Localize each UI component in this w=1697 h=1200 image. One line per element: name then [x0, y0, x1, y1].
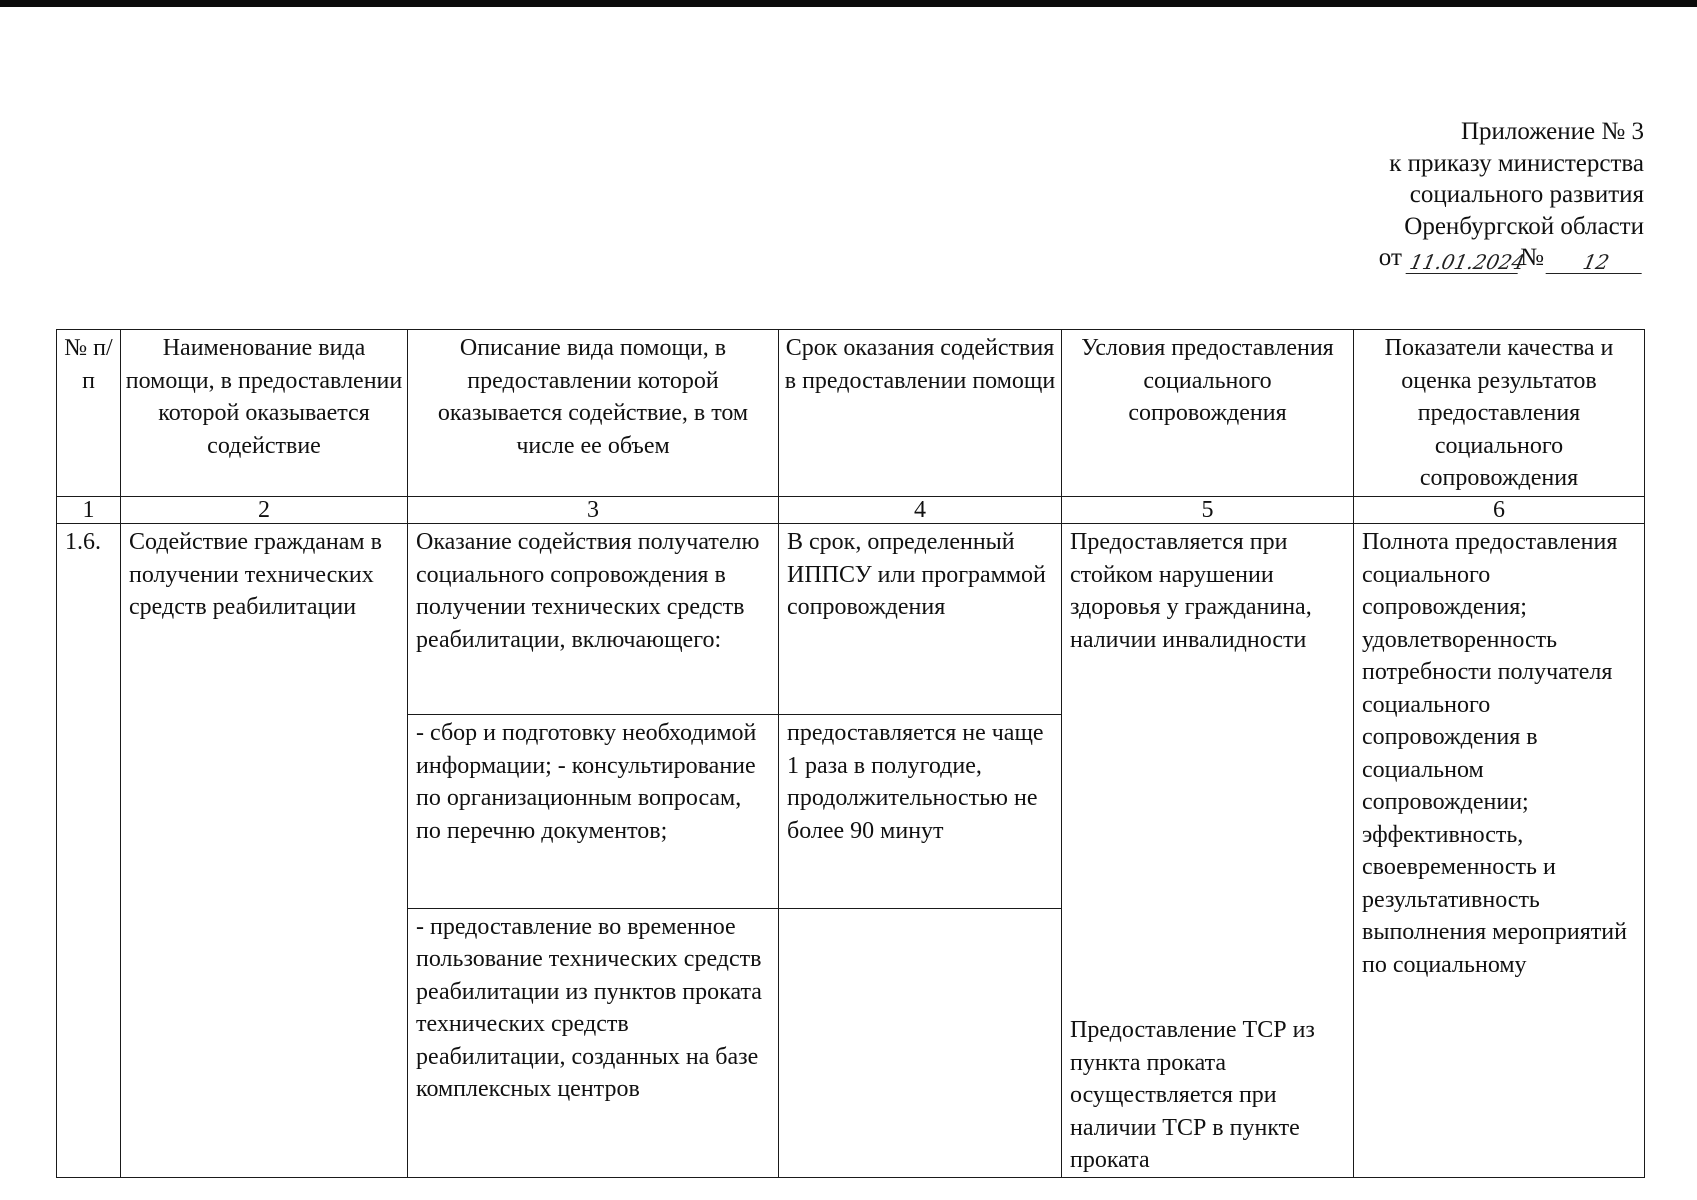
number-sign: №	[1520, 244, 1544, 271]
appendix-date-number-line	[1379, 242, 1644, 274]
column-number: 5	[1062, 497, 1354, 524]
header-cell-number: № п/п	[57, 330, 121, 497]
header-cell-conditions: Условия предоставления социального сопровождения	[1062, 330, 1354, 497]
conditions-text-rental: Предоставление ТСР из пункта проката осуществляется при наличии ТСР в пункте проката	[1070, 1017, 1315, 1173]
conditions-text-general: Предоставляется при стойком нарушении здоровья у гражданина, наличии инвалидности	[1070, 529, 1312, 653]
description-cell-main: Оказание содействия получателю социального сопровождения в получении технических средств реабилитации, включающего:	[408, 524, 779, 715]
term-cell-rental	[779, 908, 1062, 1177]
table-row	[57, 524, 1645, 715]
term-cell-main: В срок, определенный ИППСУ или программой сопровождения	[779, 524, 1062, 715]
appendix-ministry-line: социального развития	[1409, 181, 1644, 208]
term-cell-consult: предоставляется не чаще 1 раза в полугодие, продолжительностью не более 90 минут	[779, 715, 1062, 909]
row-number-cell: 1.6.	[57, 524, 121, 1178]
assistance-table	[56, 329, 1645, 1178]
column-number: 1	[57, 497, 121, 524]
assistance-name-cell: Содействие гражданам в получении технических средств реабилитации	[121, 524, 408, 1178]
header-cell-quality: Показатели качества и оценка результатов предоставления социального сопровождения	[1354, 330, 1645, 497]
appendix-region-line: Оренбургской области	[1404, 212, 1644, 240]
scan-top-border	[0, 0, 1697, 7]
appendix-header	[1379, 116, 1644, 274]
appendix-title: Приложение № 3	[1460, 118, 1644, 145]
appendix-order-line: к приказу министерства	[1389, 149, 1644, 177]
ot-label: от	[1378, 244, 1402, 271]
column-number: 6	[1354, 497, 1645, 524]
description-cell-rental: - предоставление во временное пользование технических средств реабилитации из пунктов проката технических средств реабилитации, созданных на базе комплексных центров	[408, 908, 779, 1177]
handwritten-date: 11.01.2024	[1407, 249, 1528, 274]
quality-cell: Полнота предоставления социального сопровождения; удовлетворенность потребности получателя социального сопровождения в социальном сопровождении; эффективность, своевременность и результативность выполнения мероприятий по социальному	[1354, 524, 1645, 1178]
column-number-row	[57, 497, 1645, 524]
column-number: 4	[779, 497, 1062, 524]
column-number: 3	[408, 497, 779, 524]
column-number: 2	[121, 497, 408, 524]
table-header-row	[57, 330, 1645, 497]
header-cell-term: Срок оказания содействия в предоставлении помощи	[779, 330, 1062, 497]
conditions-spacer	[1070, 656, 1347, 1014]
conditions-cell	[1062, 524, 1354, 1178]
description-cell-consult: - сбор и подготовку необходимой информации; - консультирование по организационным вопросам, по перечню документов;	[408, 715, 779, 909]
header-cell-name: Наименование вида помощи, в предоставлении которой оказывается содействие	[121, 330, 408, 497]
handwritten-number: 12	[1546, 251, 1647, 274]
header-cell-description: Описание вида помощи, в предоставлении которой оказывается содействие, в том числе ее объем	[408, 330, 779, 497]
